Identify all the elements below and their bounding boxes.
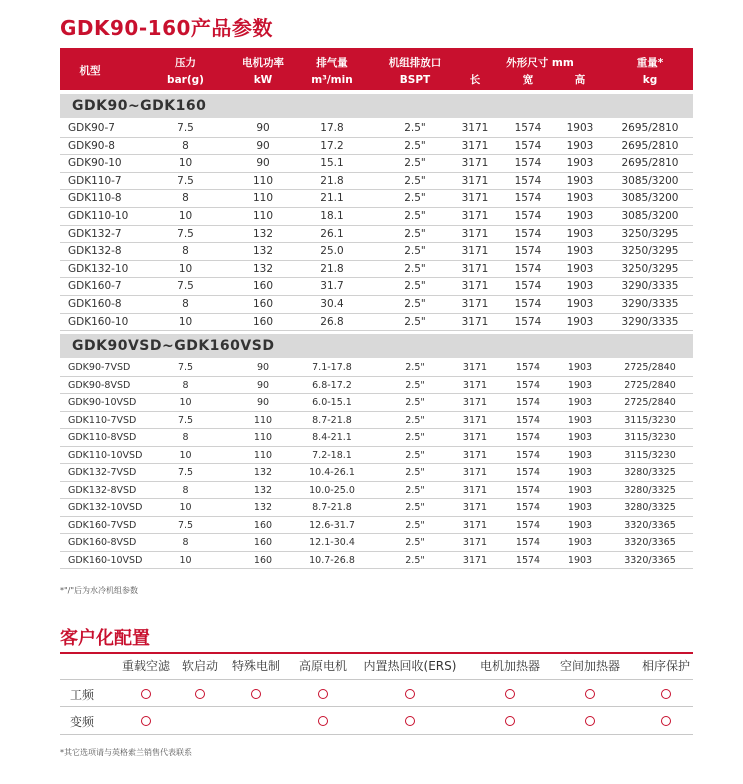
section-band-fixed-speed: GDK90~GDK160: [60, 94, 693, 118]
cell-length: 3171: [461, 227, 489, 240]
cell-pressure: 10: [178, 262, 193, 275]
options-header-2: 软启动: [181, 659, 218, 673]
cell-length: 3171: [462, 449, 488, 461]
table-row: [60, 552, 693, 570]
table-row: [60, 517, 693, 535]
cell-model: GDK160-7: [68, 280, 122, 293]
table-row: [60, 138, 693, 156]
cell-outlet: 2.5": [404, 245, 426, 258]
cell-width: 1574: [514, 262, 542, 275]
cell-model: GDK90-10VSD: [68, 397, 137, 408]
table-row: [60, 173, 693, 191]
table-row: [60, 243, 693, 261]
cell-height: 1903: [566, 227, 594, 240]
cell-width: 1574: [514, 280, 542, 293]
cell-width: 1574: [515, 362, 541, 373]
cell-power: 110: [253, 432, 273, 443]
table-row: [60, 208, 693, 226]
cell-flow: 8.7-21.8: [312, 502, 352, 513]
cell-width: 1574: [515, 519, 541, 531]
options-title: 客户化配置: [60, 628, 150, 649]
col-dims: 外形尺寸 mm: [506, 57, 574, 69]
cell-length: 3171: [462, 362, 488, 373]
cell-weight: 3250/3295: [621, 262, 679, 275]
cell-weight: 3290/3335: [621, 315, 679, 328]
cell-model: GDK90-10: [68, 157, 122, 170]
cell-power: 110: [252, 192, 274, 205]
cell-power: 160: [252, 298, 274, 310]
cell-height: 1903: [566, 157, 594, 170]
cell-flow: 8.4-21.1: [312, 432, 352, 443]
cell-model: GDK90-7VSD: [68, 362, 131, 373]
cell-height: 1903: [567, 379, 593, 391]
cell-flow: 7.2-18.1: [312, 449, 352, 461]
cell-length: 3171: [461, 245, 489, 258]
cell-length: 3171: [461, 315, 489, 328]
cell-model: GDK160-10: [68, 315, 129, 328]
cell-pressure: 8: [182, 192, 189, 205]
cell-width: 1574: [515, 379, 541, 391]
cell-outlet: 2.5": [404, 210, 426, 222]
cell-weight: 3320/3365: [624, 537, 676, 548]
cell-power: 110: [253, 449, 273, 461]
cell-power: 132: [253, 467, 273, 478]
cell-height: 1903: [566, 192, 594, 205]
cell-flow: 12.6-31.7: [309, 519, 355, 531]
cell-length: 3171: [462, 414, 488, 426]
cell-pressure: 7.5: [177, 122, 194, 134]
col-flow-unit: m³/min: [311, 74, 353, 86]
options-header-1: 重载空滤: [121, 659, 170, 673]
cell-length: 3171: [462, 554, 488, 566]
cell-outlet: 2.5": [405, 519, 425, 531]
cell-pressure: 10: [179, 397, 192, 408]
cell-width: 1574: [514, 192, 542, 205]
cell-power: 90: [256, 362, 270, 373]
option-available-mark: [661, 716, 671, 726]
section-band-vsd: GDK90VSD~GDK160VSD: [60, 334, 693, 358]
cell-outlet: 2.5": [404, 262, 426, 275]
cell-height: 1903: [566, 245, 594, 258]
cell-outlet: 2.5": [404, 157, 426, 170]
table-header: [60, 48, 693, 90]
col-weight: 重量*: [636, 57, 664, 69]
cell-width: 1574: [514, 315, 542, 328]
cell-outlet: 2.5": [405, 537, 425, 548]
cell-pressure: 7.5: [177, 414, 194, 426]
cell-width: 1574: [515, 467, 541, 478]
cell-model: GDK110-7VSD: [68, 414, 137, 426]
col-height: 高: [574, 74, 586, 86]
cell-model: GDK110-8VSD: [68, 432, 137, 443]
cell-power: 110: [252, 174, 274, 187]
cell-model: GDK110-10: [68, 210, 129, 222]
cell-power: 90: [256, 379, 270, 391]
cell-flow: 21.8: [320, 174, 344, 187]
cell-model: GDK110-10VSD: [68, 449, 143, 461]
options-row-divider: [60, 734, 693, 735]
cell-length: 3171: [462, 432, 488, 443]
cell-power: 160: [253, 537, 273, 548]
cell-length: 3171: [462, 502, 488, 513]
footnote-water-cooled: *"/"后为水冷机组参数: [60, 586, 139, 595]
cell-flow: 12.1-30.4: [309, 537, 355, 548]
cell-power: 90: [256, 139, 270, 152]
cell-pressure: 7.5: [177, 519, 194, 531]
cell-pressure: 8: [182, 379, 189, 391]
col-width: 宽: [522, 74, 534, 86]
cell-length: 3171: [461, 210, 489, 222]
cell-flow: 6.8-17.2: [312, 379, 352, 391]
cell-width: 1574: [515, 432, 541, 443]
cell-model: GDK90-7: [68, 122, 115, 134]
cell-model: GDK160-8: [68, 298, 122, 310]
option-available-mark: [505, 716, 515, 726]
cell-outlet: 2.5": [405, 432, 425, 443]
cell-power: 132: [252, 227, 274, 240]
cell-pressure: 10: [178, 210, 193, 222]
cell-outlet: 2.5": [404, 315, 426, 328]
cell-model: GDK160-10VSD: [68, 554, 143, 566]
cell-width: 1574: [515, 484, 541, 496]
cell-pressure: 7.5: [177, 227, 194, 240]
cell-model: GDK132-10: [68, 262, 129, 275]
cell-pressure: 10: [178, 157, 193, 170]
cell-width: 1574: [515, 449, 541, 461]
options-header-5: 内置热回收(ERS): [363, 659, 457, 673]
cell-flow: 25.0: [320, 245, 344, 258]
option-available-mark: [585, 689, 595, 699]
option-available-mark: [318, 716, 328, 726]
cell-power: 90: [256, 397, 270, 408]
cell-model: GDK132-8: [68, 245, 122, 258]
cell-power: 132: [253, 502, 273, 513]
cell-outlet: 2.5": [405, 362, 425, 373]
cell-length: 3171: [461, 157, 489, 170]
cell-pressure: 10: [179, 502, 192, 513]
table-row: [60, 429, 693, 447]
cell-width: 1574: [514, 227, 542, 240]
cell-model: GDK132-8VSD: [68, 484, 137, 496]
cell-height: 1903: [566, 139, 594, 152]
cell-height: 1903: [567, 467, 593, 478]
cell-length: 3171: [462, 537, 488, 548]
cell-weight: 3290/3335: [621, 298, 679, 310]
options-row-label: 变频: [70, 715, 95, 729]
cell-pressure: 8: [182, 298, 189, 310]
cell-outlet: 2.5": [404, 298, 426, 310]
cell-pressure: 10: [179, 449, 192, 461]
cell-outlet: 2.5": [405, 554, 425, 566]
cell-power: 132: [252, 262, 274, 275]
cell-weight: 3280/3325: [624, 467, 676, 478]
options-header-4: 高原电机: [298, 659, 347, 673]
table-row: [60, 190, 693, 208]
options-header-7: 空间加热器: [559, 659, 620, 673]
table-row: [60, 296, 693, 314]
col-model: 机型: [79, 65, 101, 77]
cell-height: 1903: [567, 432, 593, 443]
cell-power: 110: [252, 210, 274, 222]
cell-outlet: 2.5": [405, 379, 425, 391]
cell-length: 3171: [461, 262, 489, 275]
cell-model: GDK110-8: [68, 192, 122, 205]
cell-pressure: 7.5: [177, 362, 194, 373]
cell-outlet: 2.5": [404, 122, 426, 134]
cell-length: 3171: [461, 139, 489, 152]
cell-flow: 17.2: [320, 139, 344, 152]
cell-outlet: 2.5": [405, 467, 425, 478]
cell-flow: 8.7-21.8: [312, 414, 352, 426]
cell-weight: 3250/3295: [621, 227, 679, 240]
cell-pressure: 8: [182, 432, 189, 443]
cell-power: 132: [253, 484, 273, 496]
cell-length: 3171: [461, 298, 489, 310]
cell-weight: 3280/3325: [624, 502, 676, 513]
cell-width: 1574: [515, 554, 541, 566]
cell-flow: 10.4-26.1: [309, 467, 355, 478]
cell-flow: 17.8: [320, 122, 344, 134]
cell-weight: 2725/2840: [624, 362, 676, 373]
cell-length: 3171: [462, 484, 488, 496]
cell-flow: 26.1: [320, 227, 344, 240]
cell-pressure: 8: [182, 537, 189, 548]
cell-height: 1903: [566, 122, 594, 134]
cell-flow: 10.0-25.0: [309, 484, 355, 496]
cell-flow: 31.7: [320, 280, 344, 293]
cell-weight: 3115/3230: [624, 414, 676, 426]
cell-weight: 3280/3325: [624, 484, 676, 496]
cell-power: 90: [256, 157, 270, 170]
col-outlet: 机组排放口: [388, 57, 442, 69]
cell-power: 160: [253, 554, 273, 566]
cell-flow: 6.0-15.1: [312, 397, 352, 408]
col-length: 长: [469, 74, 481, 86]
cell-pressure: 7.5: [177, 174, 194, 187]
cell-outlet: 2.5": [405, 414, 425, 426]
cell-pressure: 8: [182, 245, 189, 258]
table-row: [60, 482, 693, 500]
cell-weight: 2725/2840: [624, 397, 676, 408]
cell-length: 3171: [462, 379, 488, 391]
table-row: [60, 278, 693, 296]
cell-outlet: 2.5": [404, 174, 426, 187]
cell-width: 1574: [515, 414, 541, 426]
cell-flow: 21.1: [320, 192, 344, 205]
cell-height: 1903: [566, 174, 594, 187]
cell-power: 160: [252, 280, 274, 293]
cell-power: 110: [253, 414, 273, 426]
cell-model: GDK160-8VSD: [68, 537, 137, 548]
cell-length: 3171: [461, 174, 489, 187]
cell-pressure: 10: [178, 315, 193, 328]
table-row: [60, 534, 693, 552]
options-top-rule: [60, 652, 693, 654]
cell-weight: 3320/3365: [624, 519, 676, 531]
cell-outlet: 2.5": [404, 139, 426, 152]
cell-height: 1903: [567, 449, 593, 461]
cell-power: 160: [252, 315, 274, 328]
option-available-mark: [251, 689, 261, 699]
cell-flow: 26.8: [320, 315, 344, 328]
cell-pressure: 8: [182, 484, 189, 496]
option-available-mark: [585, 716, 595, 726]
option-available-mark: [141, 716, 151, 726]
table-row: [60, 412, 693, 430]
cell-power: 132: [252, 245, 274, 258]
cell-model: GDK132-10VSD: [68, 502, 143, 513]
cell-flow: 7.1-17.8: [312, 362, 352, 373]
cell-height: 1903: [567, 519, 593, 531]
cell-length: 3171: [461, 280, 489, 293]
table-row: [60, 394, 693, 412]
cell-height: 1903: [567, 502, 593, 513]
cell-length: 3171: [461, 192, 489, 205]
cell-flow: 15.1: [320, 157, 344, 170]
table-row: [60, 499, 693, 517]
cell-weight: 2725/2840: [624, 379, 676, 391]
cell-pressure: 10: [179, 554, 192, 566]
cell-weight: 2695/2810: [621, 157, 679, 170]
option-available-mark: [141, 689, 151, 699]
table-row: [60, 261, 693, 279]
cell-model: GDK132-7: [68, 227, 122, 240]
cell-width: 1574: [515, 537, 541, 548]
option-available-mark: [318, 689, 328, 699]
col-power-unit: kW: [253, 74, 273, 86]
cell-height: 1903: [566, 262, 594, 275]
cell-model: GDK110-7: [68, 174, 122, 187]
cell-width: 1574: [515, 397, 541, 408]
options-header-8: 相序保护: [641, 659, 690, 673]
table-row: [60, 120, 693, 138]
cell-width: 1574: [514, 139, 542, 152]
options-header-3: 特殊电制: [231, 659, 280, 673]
cell-model: GDK90-8VSD: [68, 379, 131, 391]
cell-height: 1903: [567, 537, 593, 548]
col-power: 电机功率: [242, 57, 284, 69]
option-available-mark: [405, 689, 415, 699]
cell-length: 3171: [461, 122, 489, 134]
option-available-mark: [195, 689, 205, 699]
cell-pressure: 7.5: [177, 280, 194, 293]
cell-weight: 3085/3200: [621, 210, 679, 222]
cell-height: 1903: [567, 362, 593, 373]
col-outlet-unit: BSPT: [399, 74, 431, 86]
cell-weight: 3250/3295: [621, 245, 679, 258]
cell-width: 1574: [515, 502, 541, 513]
cell-height: 1903: [567, 397, 593, 408]
cell-outlet: 2.5": [405, 397, 425, 408]
cell-weight: 3115/3230: [624, 432, 676, 443]
cell-length: 3171: [462, 397, 488, 408]
cell-outlet: 2.5": [405, 502, 425, 513]
cell-height: 1903: [566, 315, 594, 328]
cell-flow: 10.7-26.8: [309, 554, 355, 566]
cell-pressure: 8: [182, 139, 189, 152]
options-header-6: 电机加热器: [479, 659, 540, 673]
cell-width: 1574: [514, 157, 542, 170]
col-pressure: 压力: [175, 57, 196, 69]
cell-height: 1903: [567, 554, 593, 566]
cell-model: GDK132-7VSD: [68, 467, 137, 478]
cell-weight: 3320/3365: [624, 554, 676, 566]
cell-length: 3171: [462, 519, 488, 531]
cell-model: GDK160-7VSD: [68, 519, 137, 531]
cell-outlet: 2.5": [405, 449, 425, 461]
col-pressure-unit: bar(g): [167, 74, 204, 86]
col-weight-unit: kg: [642, 74, 658, 86]
cell-model: GDK90-8: [68, 139, 115, 152]
cell-outlet: 2.5": [405, 484, 425, 496]
cell-height: 1903: [566, 298, 594, 310]
cell-weight: 3085/3200: [621, 174, 679, 187]
table-row: [60, 377, 693, 395]
table-row: [60, 359, 693, 377]
cell-width: 1574: [514, 174, 542, 187]
cell-width: 1574: [514, 245, 542, 258]
table-row: [60, 314, 693, 332]
option-available-mark: [405, 716, 415, 726]
cell-weight: 3115/3230: [624, 449, 676, 461]
cell-outlet: 2.5": [404, 192, 426, 205]
cell-flow: 30.4: [320, 298, 344, 310]
cell-power: 160: [253, 519, 273, 531]
cell-width: 1574: [514, 298, 542, 310]
page-title: GDK90-160产品参数: [60, 16, 273, 40]
table-row: [60, 226, 693, 244]
cell-width: 1574: [514, 210, 542, 222]
cell-outlet: 2.5": [404, 227, 426, 240]
cell-pressure: 7.5: [177, 467, 194, 478]
cell-width: 1574: [514, 122, 542, 134]
table-row: [60, 155, 693, 173]
cell-power: 90: [256, 122, 270, 134]
cell-flow: 18.1: [320, 210, 344, 222]
cell-height: 1903: [567, 484, 593, 496]
cell-weight: 2695/2810: [621, 122, 679, 134]
cell-weight: 3085/3200: [621, 192, 679, 205]
options-row-divider: [60, 679, 693, 680]
cell-height: 1903: [566, 210, 594, 222]
option-available-mark: [505, 689, 515, 699]
options-row-divider: [60, 706, 693, 707]
option-available-mark: [661, 689, 671, 699]
table-row: [60, 447, 693, 465]
col-flow: 排气量: [316, 57, 348, 69]
cell-length: 3171: [462, 467, 488, 478]
cell-outlet: 2.5": [404, 280, 426, 293]
footnote-contact: *其它选项请与英格索兰销售代表联系: [60, 748, 192, 757]
cell-height: 1903: [566, 280, 594, 293]
options-row-label: 工频: [70, 688, 95, 702]
cell-weight: 2695/2810: [621, 139, 679, 152]
cell-weight: 3290/3335: [621, 280, 679, 293]
cell-flow: 21.8: [320, 262, 344, 275]
cell-height: 1903: [567, 414, 593, 426]
table-row: [60, 464, 693, 482]
